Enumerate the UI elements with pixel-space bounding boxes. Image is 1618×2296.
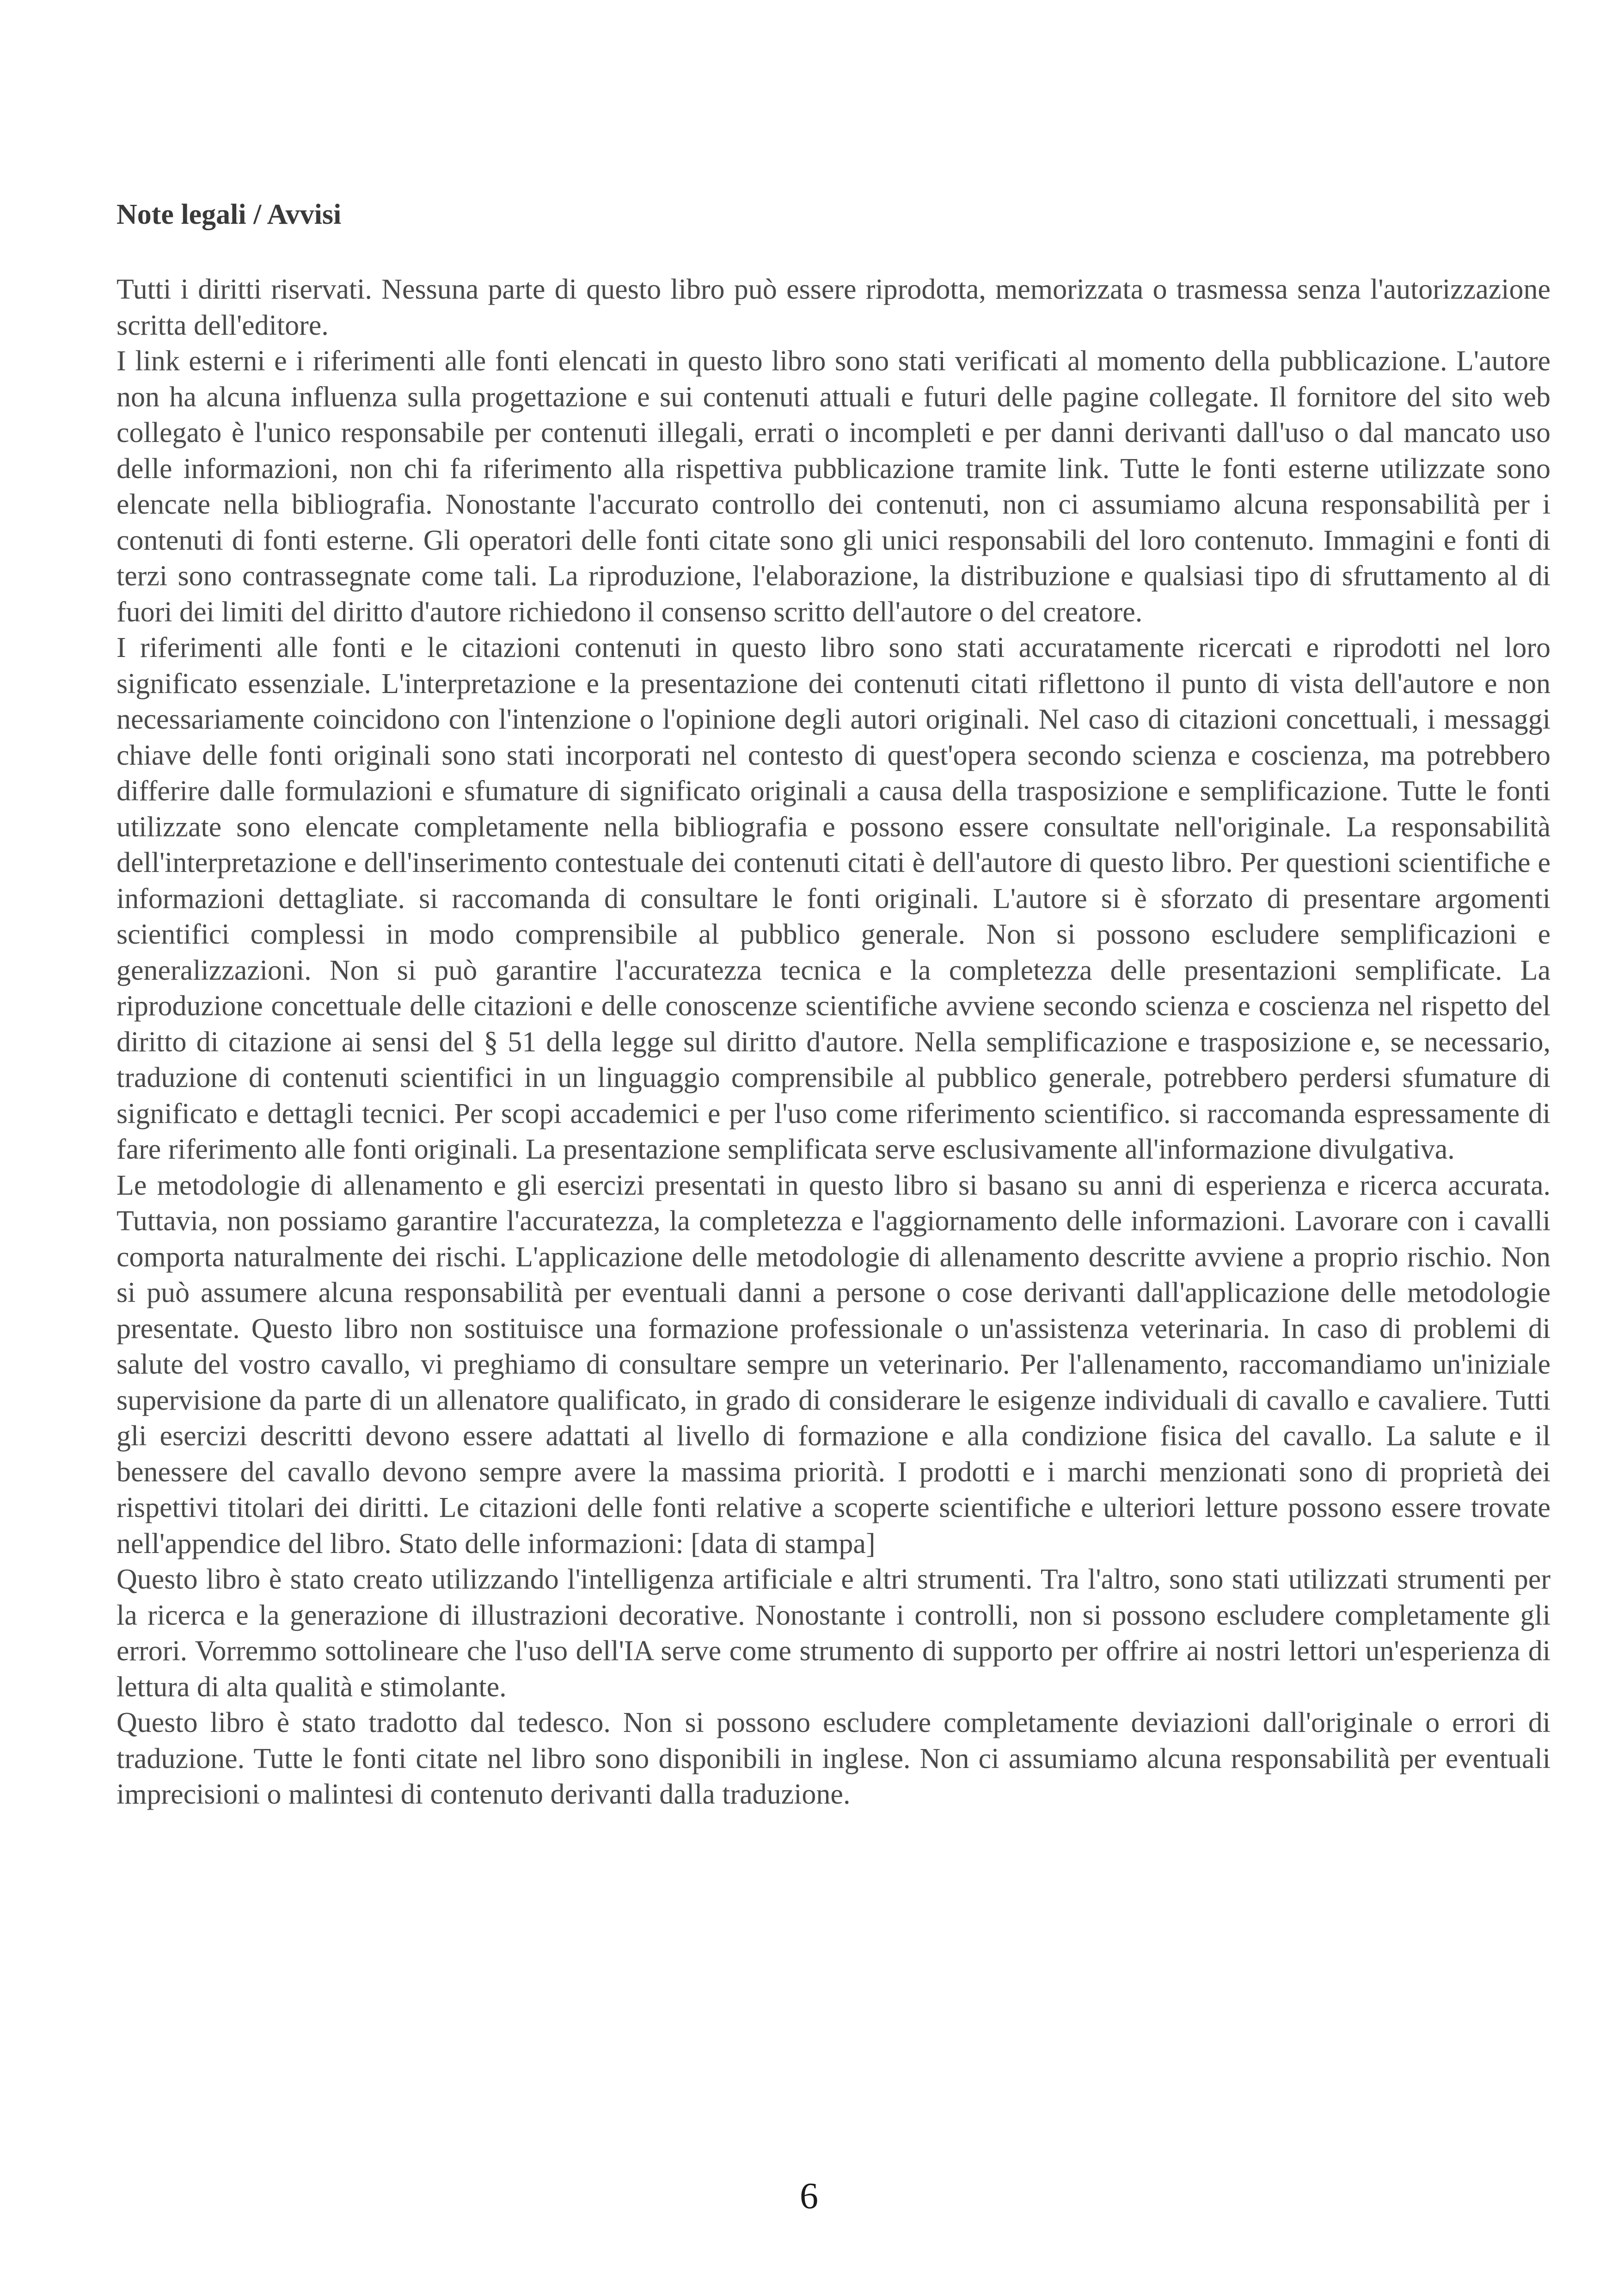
paragraph-citations: I riferimenti alle fonti e le citazioni contenuti in questo libro sono stati accuratamente ricercati e riprodotti nel loro significato essenziale. L'interpretazione e la presentazione dei contenuti citati riflettono il punto di vista dell'autore e non necessariamente coincidono con l'intenzione o l'opinione degli autori originali. Nel caso di citazioni concettuali, i messaggi chiave delle fonti originali sono stati incorporati nel contesto di quest'opera secondo scienza e coscienza, ma potrebbero differire dalle formulazioni e sfumature di significato originali a causa della trasposizione e semplificazione. Tutte le fonti utilizzate sono elencate completamente nella bibliografia e possono essere consultate nell'originale. La responsabilità dell'interpretazione e dell'inserimento contestuale dei contenuti citati è dell'autore di questo libro. Per questioni scientifiche e informazioni dettagliate. si raccomanda di consultare le fonti originali. L'autore si è sforzato di presentare argomenti scientifici complessi in modo comprensibile al pubblico generale. Non si possono escludere semplificazioni e generalizzazioni. Non si può garantire l'accuratezza tecnica e la completezza delle presentazioni semplificate. La riproduzione concettuale delle citazioni e delle conoscenze scientifiche avviene secondo scienza e coscienza nel rispetto del diritto di citazione ai sensi del § 51 della legge sul diritto d'autore. Nella semplificazione e trasposizione e, se necessario, traduzione di contenuti scientifici in un linguaggio comprensibile al pubblico generale, potrebbero perdersi sfumature di significato e dettagli tecnici. Per scopi accademici e per l'uso come riferimento scientifico. si raccomanda espressamente di fare riferimento alle fonti originali. La presentazione semplificata serve esclusivamente all'informazione divulgativa.: [116, 632, 1551, 1165]
paragraph-translation-notice: Questo libro è stato tradotto dal tedesco. Non si possono escludere completamente deviazioni dall'originale o errori di traduzione. Tutte le fonti citate nel libro sono disponibili in inglese. Non ci assumiamo alcuna responsabilità per eventuali imprecisioni o malintesi di contenuto derivanti dalla traduzione.: [116, 1707, 1551, 1810]
page-number: 6: [800, 2176, 818, 2216]
paragraph-training-disclaimer: Le metodologie di allenamento e gli esercizi presentati in questo libro si basano su anni di esperienza e ricerca accurata. Tuttavia, non possiamo garantire l'accuratezza, la completezza e l'aggiornamento delle informazioni. Lavorare con i cavalli comporta naturalmente dei rischi. L'applicazione delle metodologie di allenamento descritte avviene a proprio rischio. Non si può assumere alcuna responsabilità per eventuali danni a persone o cose derivanti dall'applicazione delle metodologie presentate. Questo libro non sostituisce una formazione professionale o un'assistenza veterinaria. In caso di problemi di salute del vostro cavallo, vi preghiamo di consultare sempre un veterinario. Per l'allenamento, raccomandiamo un'iniziale supervisione da parte di un allenatore qualificato, in grado di considerare le esigenze individuali di cavallo e cavaliere. Tutti gli esercizi descritti devono essere adattati al livello di formazione e alla condizione fisica del cavallo. La salute e il benessere del cavallo devono sempre avere la massima priorità. I prodotti e i marchi menzionati sono di proprietà dei rispettivi titolari dei diritti. Le citazioni delle fonti relative a scoperte scientifiche e ulteriori letture possono essere trovate nell'appendice del libro. Stato delle informazioni: [data di stampa]: [116, 1169, 1551, 1559]
paragraph-copyright: Tutti i diritti riservati. Nessuna parte di questo libro può essere riprodotta, memorizzata o trasmessa senza l'autorizzazione scritta dell'editore.: [116, 274, 1551, 341]
paragraph-ai-notice: Questo libro è stato creato utilizzando l'intelligenza artificiale e altri strumenti. Tra l'altro, sono stati utilizzati strumenti per la ricerca e la generazione di illustrazioni decorative. Nonostante i controlli, non si possono escludere completamente gli errori. Vorremmo sottolineare che l'uso dell'IA serve come strumento di supporto per offrire ai nostri lettori un'esperienza di lettura di alta qualità e stimolante.: [116, 1564, 1551, 1703]
page-content: [116, 196, 1551, 1813]
paragraph-external-links: I link esterni e i riferimenti alle fonti elencati in questo libro sono stati verificati al momento della pubblicazione. L'autore non ha alcuna influenza sulla progettazione e sui contenuti attuali e futuri delle pagine collegate. Il fornitore del sito web collegato è l'unico responsabile per contenuti illegali, errati o incompleti e per danni derivanti dall'uso o dal mancato uso delle informazioni, non chi fa riferimento alla rispettiva pubblicazione tramite link. Tutte le fonti esterne utilizzate sono elencate nella bibliografia. Nonostante l'accurato controllo dei contenuti, non ci assumiamo alcuna responsabilità per i contenuti di fonti esterne. Gli operatori delle fonti citate sono gli unici responsabili del loro contenuto. Immagini e fonti di terzi sono contrassegnate come tali. La riproduzione, l'elaborazione, la distribuzione e qualsiasi tipo di sfruttamento al di fuori dei limiti del diritto d'autore richiedono il consenso scritto dell'autore o del creatore.: [116, 345, 1551, 628]
page-title: Note legali / Avvisi: [116, 199, 342, 230]
